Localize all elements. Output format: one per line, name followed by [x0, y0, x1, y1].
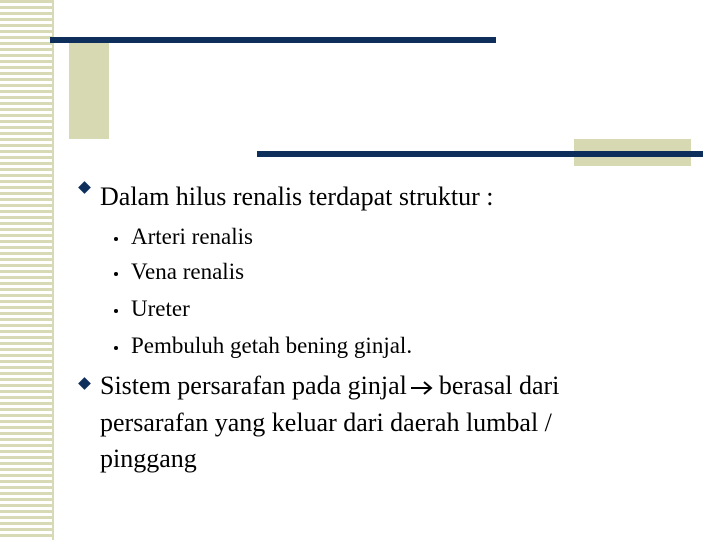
bullet-text-persarafan-b: berasal dari — [438, 371, 560, 400]
bullet-text-persarafan-line1 — [100, 370, 559, 401]
dot-bullet-icon — [114, 272, 118, 276]
bullet-text-persarafan-a: Sistem persarafan pada ginjal — [100, 371, 407, 400]
dot-bullet-icon — [114, 309, 118, 313]
left-stripe-decoration — [0, 0, 52, 540]
decor-block-top — [69, 42, 109, 139]
dot-bullet-icon — [114, 346, 118, 350]
title-bar-bottom — [257, 151, 703, 157]
diamond-bullet-icon — [78, 377, 91, 390]
bullet-text-hilus: Dalam hilus renalis terdapat struktur : — [100, 182, 494, 211]
bullet-text-persarafan-line2: persarafan yang keluar dari daerah lumbal / — [100, 408, 552, 437]
sub-item-vena: Vena renalis — [131, 259, 245, 284]
bullet-text-persarafan-line3: pinggang — [100, 444, 197, 473]
diamond-bullet-icon — [78, 181, 91, 194]
right-arrow-icon — [409, 380, 435, 396]
left-vertical-rule — [52, 0, 54, 540]
dot-bullet-icon — [114, 237, 118, 241]
title-bar-top — [50, 37, 496, 43]
sub-item-pembuluh: Pembuluh getah bening ginjal. — [131, 333, 413, 358]
sub-item-arteri: Arteri renalis — [131, 224, 253, 249]
sub-item-ureter: Ureter — [131, 296, 190, 321]
